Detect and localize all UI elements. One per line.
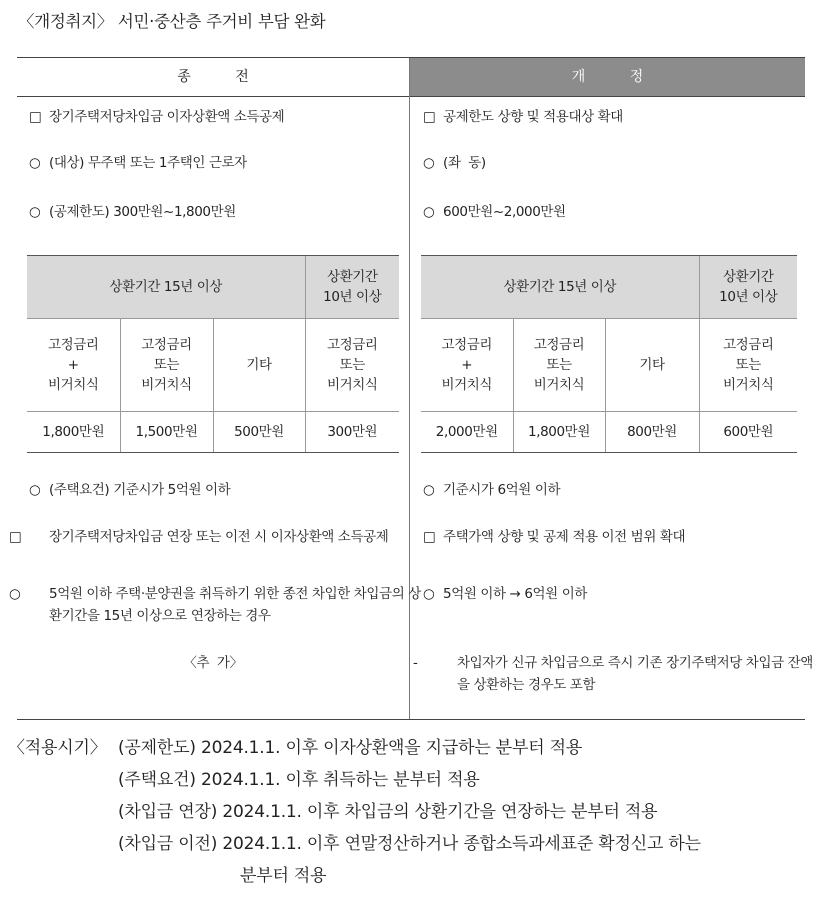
square-bullet-icon: □ — [9, 529, 22, 545]
timing-row-4-key: (차입금 이전) — [118, 834, 218, 854]
left-item-4 — [29, 479, 230, 501]
circle-bullet-icon: ○ — [29, 204, 41, 220]
circle-bullet-icon: ○ — [29, 482, 41, 498]
right-item-5 — [423, 526, 685, 548]
left-deduction-table — [27, 255, 399, 453]
right-item-4 — [423, 479, 560, 501]
left-item-1-text: 장기주택저당차입금 이자상환액 소득공제 — [49, 109, 285, 125]
comparison-table — [9, 57, 813, 720]
left-item-5 — [9, 526, 411, 548]
square-bullet-icon: □ — [29, 109, 42, 125]
left-item-1 — [29, 106, 284, 128]
left-item-3 — [29, 201, 236, 223]
right-item-7 — [413, 652, 819, 696]
left-table-value-2: 1,500만원 — [120, 412, 213, 453]
right-item-6-text: 5억원 이하 → 6억원 이하 — [443, 586, 587, 602]
right-table-type-4: 고정금리 또는 비거치식 — [699, 319, 797, 412]
right-item-4-text: 기준시가 6억원 이하 — [443, 482, 561, 498]
left-table-value-4: 300만원 — [305, 412, 399, 453]
timing-row-2-text: 2024.1.1. 이후 취득하는 분부터 적용 — [200, 770, 480, 790]
right-table-period15: 상환기간 15년 이상 — [421, 256, 699, 319]
left-item-7-add: 〈추 가〉 — [183, 655, 243, 671]
right-table-value-3: 800만원 — [605, 412, 699, 453]
timing-row-4 — [118, 828, 701, 860]
left-table-value-1: 1,800만원 — [27, 412, 120, 453]
right-table-type-3: 기타 — [605, 319, 699, 412]
right-item-1-text: 공제한도 상향 및 적용대상 확대 — [443, 109, 623, 125]
right-deduction-table — [421, 255, 797, 453]
right-item-3 — [423, 201, 566, 223]
right-item-7-text: 차입자가 신규 차입금으로 즉시 기존 장기주택저당 차입금 잔액을 상환하는 경우도 포함 — [457, 655, 813, 693]
right-item-1 — [423, 106, 623, 128]
left-item-2-text: (대상) 무주택 또는 1주택인 근로자 — [49, 155, 247, 171]
purpose-heading: 〈개정취지〉 서민·중산층 주거비 부담 완화 — [18, 12, 326, 31]
dash-bullet-icon: - — [413, 655, 418, 671]
left-table-type-2: 고정금리 또는 비거치식 — [120, 319, 213, 412]
header-after: 개 정 — [410, 58, 805, 97]
right-item-6 — [423, 583, 587, 605]
timing-row-1-key: (공제한도) — [118, 738, 196, 758]
timing-row-2-key: (주택요건) — [118, 770, 196, 790]
timing-row-3-key: (차입금 연장) — [118, 802, 218, 822]
right-table-type-2: 고정금리 또는 비거치식 — [513, 319, 605, 412]
timing-row-4-continued: 분부터 적용 — [240, 866, 327, 886]
left-item-6-text: 5억원 이하 주택·분양권을 취득하기 위한 종전 차입한 차입금의 상환기간을 15년 이상으로 연장하는 경우 — [49, 586, 421, 624]
left-item-4-text: (주택요건) 기준시가 5억원 이하 — [49, 482, 231, 498]
right-table-period10: 상환기간 10년 이상 — [699, 256, 797, 319]
right-item-2 — [423, 152, 486, 174]
left-item-6 — [9, 583, 421, 627]
right-item-3-text: 600만원~2,000만원 — [443, 204, 566, 220]
right-table-value-1: 2,000만원 — [421, 412, 513, 453]
right-item-2-text: (좌 동) — [443, 155, 486, 171]
circle-bullet-icon: ○ — [423, 204, 435, 220]
timing-row-3-text: 2024.1.1. 이후 차입금의 상환기간을 연장하는 분부터 적용 — [222, 802, 658, 822]
left-table-period15: 상환기간 15년 이상 — [27, 256, 305, 319]
left-table-type-3: 기타 — [213, 319, 305, 412]
square-bullet-icon: □ — [423, 529, 436, 545]
left-table-period10: 상환기간 10년 이상 — [305, 256, 399, 319]
right-item-5-text: 주택가액 상향 및 공제 적용 이전 범위 확대 — [443, 529, 686, 545]
header-before: 종 전 — [17, 58, 409, 97]
left-table-value-3: 500만원 — [213, 412, 305, 453]
circle-bullet-icon: ○ — [423, 586, 435, 602]
left-item-2 — [29, 152, 247, 174]
left-item-5-text: 장기주택저당차입금 연장 또는 이전 시 이자상환액 소득공제 — [49, 529, 389, 545]
timing-label: 〈적용시기〉 — [8, 738, 107, 758]
timing-row-1-text: 2024.1.1. 이후 이자상환액을 지급하는 분부터 적용 — [200, 738, 583, 758]
left-table-type-1: 고정금리 + 비거치식 — [27, 319, 120, 412]
circle-bullet-icon: ○ — [29, 155, 41, 171]
square-bullet-icon: □ — [423, 109, 436, 125]
circle-bullet-icon: ○ — [423, 155, 435, 171]
left-item-3-text: (공제한도) 300만원~1,800만원 — [49, 204, 236, 220]
circle-bullet-icon: ○ — [9, 586, 21, 602]
right-table-type-1: 고정금리 + 비거치식 — [421, 319, 513, 412]
timing-row-4-text: 2024.1.1. 이후 연말정산하거나 종합소득과세표준 확정신고 하는 — [222, 834, 701, 854]
timing-row-3 — [118, 796, 657, 828]
circle-bullet-icon: ○ — [423, 482, 435, 498]
right-table-value-2: 1,800만원 — [513, 412, 605, 453]
right-table-value-4: 600만원 — [699, 412, 797, 453]
timing-row-2 — [118, 764, 480, 796]
timing-row-1 — [118, 732, 582, 764]
left-table-type-4: 고정금리 또는 비거치식 — [305, 319, 399, 412]
